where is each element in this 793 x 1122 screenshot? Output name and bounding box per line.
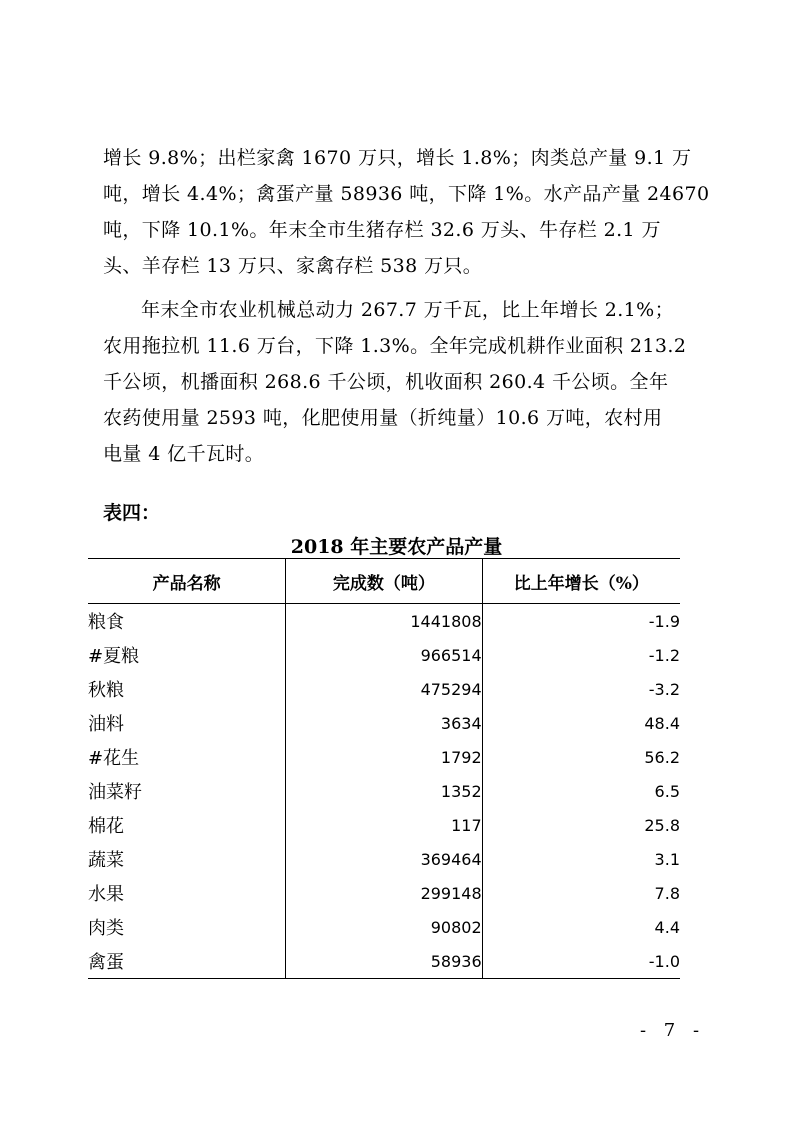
cell-product: 油菜籽 [88, 774, 286, 808]
table-row [88, 842, 680, 876]
cell-value: 369464 [286, 842, 482, 876]
table-row [88, 944, 680, 979]
table-header-row [88, 559, 680, 604]
table-row [88, 672, 680, 706]
text-line: 吨，下降 10.1%。年末全市生猪存栏 32.6 万头、牛存栏 2.1 万 [103, 219, 661, 241]
table-row [88, 876, 680, 910]
cell-value: 1352 [286, 774, 482, 808]
cell-growth: -3.2 [648, 679, 680, 699]
cell-value: 1441808 [286, 604, 482, 639]
cell-product: #夏粮 [88, 638, 286, 672]
cell-growth: 4.4 [654, 917, 680, 937]
text-line: 头、羊存栏 13 万只、家禽存栏 538 万只。 [103, 255, 483, 277]
table-row [88, 740, 680, 774]
cell-growth: 48.4 [644, 713, 680, 733]
cell-value: 475294 [286, 672, 482, 706]
cell-product: 粮食 [88, 604, 286, 639]
cell-value: 1792 [286, 740, 482, 774]
table-row [88, 604, 680, 639]
text-line: 农用拖拉机 11.6 万台，下降 1.3%。全年完成机耕作业面积 213.2 [103, 335, 687, 357]
table-row [88, 910, 680, 944]
text-line: 电量 4 亿千瓦时。 [103, 443, 265, 465]
header-product-name: 产品名称 [88, 559, 286, 604]
production-table [88, 558, 680, 979]
cell-value: 58936 [286, 944, 482, 979]
table-row [88, 774, 680, 808]
cell-growth: 7.8 [654, 883, 680, 903]
cell-value: 117 [286, 808, 482, 842]
cell-product: 水果 [88, 876, 286, 910]
table-row [88, 706, 680, 740]
cell-growth: 6.5 [654, 781, 680, 801]
cell-product: 禽蛋 [88, 944, 286, 979]
cell-value: 966514 [286, 638, 482, 672]
cell-growth: 3.1 [654, 849, 680, 869]
cell-growth: -1.2 [648, 645, 680, 665]
cell-product: 棉花 [88, 808, 286, 842]
cell-product: 油料 [88, 706, 286, 740]
table-row [88, 808, 680, 842]
text-line: 年末全市农业机械总动力 267.7 万千瓦，比上年增长 2.1%； [141, 299, 674, 321]
cell-growth: 56.2 [644, 747, 680, 767]
cell-product: 蔬菜 [88, 842, 286, 876]
cell-product: 秋粮 [88, 672, 286, 706]
text-line: 吨，增长 4.4%；禽蛋产量 58936 吨，下降 1%。水产品产量 24670 [103, 183, 710, 205]
cell-value: 90802 [286, 910, 482, 944]
text-line: 千公顷，机播面积 268.6 千公顷，机收面积 260.4 千公顷。全年 [103, 371, 669, 393]
table-title: 2018 年主要农产品产量 [290, 536, 503, 558]
header-completed: 完成数（吨） [286, 559, 482, 604]
page-number: - 7 - [640, 1020, 706, 1041]
cell-product: #花生 [88, 740, 286, 774]
cell-value: 3634 [286, 706, 482, 740]
table-row [88, 638, 680, 672]
text-line: 增长 9.8%；出栏家禽 1670 万只，增长 1.8%；肉类总产量 9.1 万 [103, 147, 692, 169]
text-line: 农药使用量 2593 吨，化肥使用量（折纯量）10.6 万吨，农村用 [103, 407, 663, 429]
cell-growth: -1.9 [648, 611, 680, 631]
cell-growth: 25.8 [644, 815, 680, 835]
table-label: 表四： [103, 502, 161, 524]
cell-growth: -1.0 [482, 944, 680, 979]
cell-product: 肉类 [88, 910, 286, 944]
header-growth: 比上年增长（%） [482, 559, 680, 604]
cell-value: 299148 [286, 876, 482, 910]
